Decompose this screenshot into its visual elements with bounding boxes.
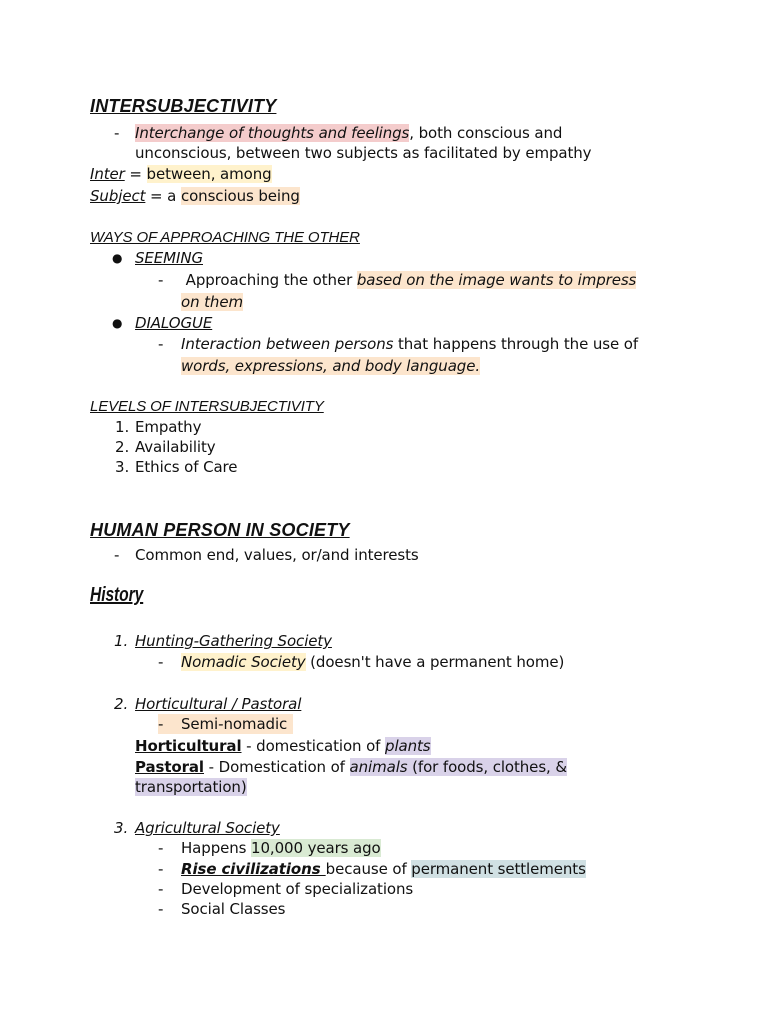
agri-happens-text: Happens [181, 839, 252, 857]
society-point: Common end, values, or/and interests [135, 546, 419, 564]
list-number: 1. [114, 632, 129, 650]
horticultural-definition [135, 736, 431, 756]
horticultural-highlight: plants [385, 737, 431, 755]
seeming-highlight-2: on them [181, 293, 243, 311]
dash-marker: - [158, 860, 164, 878]
dialogue-description-line-2 [181, 356, 480, 376]
nomadic-rest: (doesn't have a permanent home) [305, 653, 565, 671]
subject-term: Subject [90, 187, 146, 205]
dialogue-italic: Interaction between persons [181, 335, 394, 353]
section-title-history: History [90, 584, 144, 606]
dash-marker: - [158, 880, 164, 898]
nomadic-description [181, 652, 564, 672]
seeming-label: SEEMING [135, 249, 203, 267]
section-title-ways: WAYS OF APPROACHING THE OTHER [90, 229, 360, 246]
agri-point-happens [181, 838, 381, 858]
agri-point-civilizations [181, 859, 586, 879]
dash-marker: - [158, 715, 164, 733]
agri-point-specializations: Development of specializations [181, 880, 414, 898]
agri-rise-term: Rise civilizations [181, 860, 326, 878]
dash-marker: - [114, 546, 120, 564]
dialogue-description [181, 334, 638, 354]
horticultural-term: Horticultural [135, 737, 242, 755]
horticultural-text: - domestication of [241, 737, 386, 755]
level-item-ethics: Ethics of Care [135, 458, 238, 476]
seeming-highlight: based on the image wants to impress [356, 271, 637, 289]
bullet-dot-icon: ● [112, 251, 123, 265]
list-number: 3. [114, 819, 129, 837]
dialogue-text: that happens through the use of [393, 335, 639, 353]
pastoral-rest: (for foods, clothes, & [407, 758, 567, 776]
inter-definition [90, 164, 272, 184]
society-agricultural: Agricultural Society [135, 819, 280, 837]
agri-settlements-highlight: permanent settlements [411, 860, 586, 878]
semi-nomadic-line [158, 714, 293, 734]
dialogue-label: DIALOGUE [135, 314, 213, 332]
seeming-description [181, 270, 636, 290]
agri-point-classes: Social Classes [181, 900, 286, 918]
level-item-empathy: Empathy [135, 418, 202, 436]
society-horticultural-pastoral: Horticultural / Pastoral [135, 695, 302, 713]
agri-years-highlight: 10,000 years ago [251, 839, 381, 857]
definition-rest: , both conscious and [409, 124, 563, 142]
bullet-dot-icon: ● [112, 316, 123, 330]
inter-term: Inter [90, 165, 125, 183]
equals-sign: = a [145, 187, 181, 205]
list-number: 2. [115, 438, 130, 456]
pastoral-text: - Domestication of [203, 758, 350, 776]
list-number: 2. [114, 695, 129, 713]
section-title-society: HUMAN PERSON IN SOCIETY [90, 520, 350, 540]
subject-definition [90, 186, 300, 206]
dash-marker: - [158, 900, 164, 918]
section-title-intersubjectivity: INTERSUBJECTIVITY [90, 96, 277, 116]
dash-marker: - [158, 271, 164, 289]
list-number: 1. [115, 418, 130, 436]
subject-meaning: conscious being [180, 187, 300, 205]
section-title-levels: LEVELS OF INTERSUBJECTIVITY [90, 398, 324, 415]
dash-marker: - [114, 124, 120, 142]
pastoral-definition-line-2 [135, 777, 247, 797]
dialogue-highlight: words, expressions, and body language. [181, 357, 480, 375]
inter-meaning: between, among [146, 165, 272, 183]
dash-marker: - [158, 653, 164, 671]
definition-highlight: Interchange of thoughts and feelings [135, 124, 410, 142]
definition-line-1 [135, 123, 562, 143]
society-hunting-gathering: Hunting-Gathering Society [135, 632, 332, 650]
dash-marker: - [158, 335, 164, 353]
level-item-availability: Availability [135, 438, 216, 456]
semi-nomadic-text: Semi-nomadic [181, 715, 288, 733]
agri-because-text: because of [325, 860, 412, 878]
definition-line-2: unconscious, between two subjects as facilitated by empathy [135, 144, 592, 162]
pastoral-highlight-2: transportation) [135, 778, 247, 796]
pastoral-animals: animals [349, 758, 408, 776]
pastoral-term: Pastoral [135, 758, 204, 776]
list-number: 3. [115, 458, 130, 476]
equals-sign: = [124, 165, 147, 183]
seeming-text: Approaching the other [181, 271, 357, 289]
seeming-description-line-2 [181, 292, 243, 312]
pastoral-highlight [350, 758, 567, 776]
nomadic-highlight: Nomadic Society [181, 653, 306, 671]
pastoral-definition [135, 757, 567, 777]
dash-marker: - [158, 839, 164, 857]
